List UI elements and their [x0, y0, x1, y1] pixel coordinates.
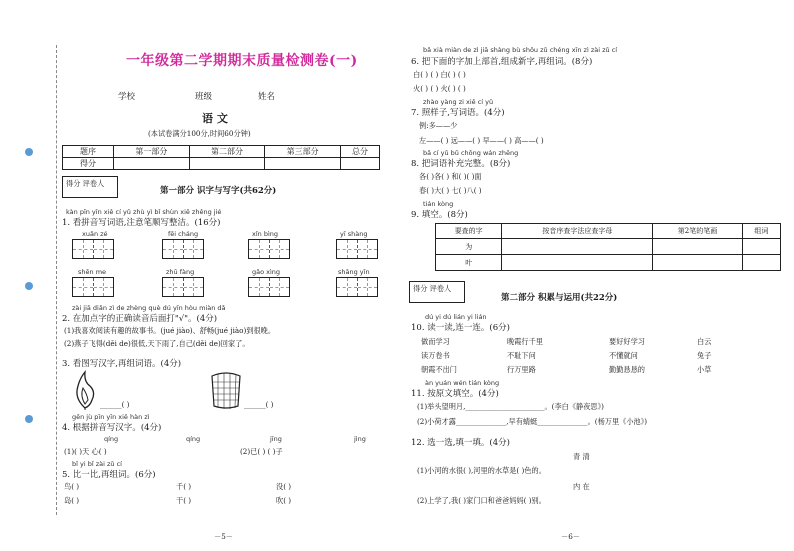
q8-pinyin: bǎ cí yǔ bǔ chōng wán zhěng: [423, 149, 519, 157]
q3-blank[interactable]: ______( ): [100, 400, 130, 409]
q10-item[interactable]: 兔子: [697, 351, 712, 360]
q5-item[interactable]: 千( ): [176, 482, 192, 491]
q9-header: 第2笔的笔画: [653, 224, 742, 239]
q5-item[interactable]: 岛( ): [64, 496, 80, 505]
q9-cell[interactable]: [653, 239, 742, 255]
q2-pinyin: zài jiā diǎn zì de zhèng què dú yīn hòu miàn dǎ: [72, 304, 226, 312]
q5-item[interactable]: 干( ): [176, 496, 192, 505]
score-cell: 得分: [63, 158, 114, 170]
writing-grid[interactable]: [248, 239, 290, 259]
q4-pinyin: gēn jù pīn yīn xiě hàn zì: [72, 413, 150, 421]
score-header: 第一部分: [114, 146, 190, 158]
q8-row[interactable]: 各( )各( ) 和( )( )面: [419, 172, 482, 181]
q12-text: 12. 选一选,填一填。(4分): [411, 438, 510, 448]
exam-note: (本试卷满分100分,时间60分钟): [148, 129, 251, 138]
q9-cell[interactable]: [502, 239, 653, 255]
q6-text: 6. 把下面的字加上部首,组成新字,再组词。(8分): [411, 57, 593, 67]
q1-text: 1. 看拼音写词语,注意笔顺写整洁。(16分): [62, 218, 221, 228]
q1-word-pinyin: zhū fàng: [166, 268, 195, 276]
q4-char-pinyin: qíng: [104, 435, 119, 443]
school-label: 学校: [118, 92, 136, 102]
score-cell[interactable]: [341, 158, 380, 170]
q10-pinyin: dú yi dú lián yi lián: [425, 313, 487, 321]
writing-grid[interactable]: [72, 277, 114, 297]
q10-item[interactable]: 朝霞不出门: [421, 365, 457, 374]
grader-box: [409, 281, 465, 303]
q5-item[interactable]: 没( ): [276, 482, 292, 491]
score-cell[interactable]: [189, 158, 265, 170]
q12-line-1[interactable]: (1)小河的水很( ),河里的水草是( )色的。: [417, 466, 546, 475]
q10-item[interactable]: 小草: [697, 365, 712, 374]
q11-line-1[interactable]: (1)举头望明月,______________________。(李白《静夜思》): [417, 402, 604, 411]
q12-line-2[interactable]: (2)上学了,我( )家门口和爸爸妈妈( )别。: [417, 496, 546, 505]
q9-text: 9. 填空。(8分): [411, 210, 468, 220]
q12-choices: 青 清: [573, 452, 590, 461]
q9-header: 按音序查字法应查字母: [502, 224, 653, 239]
grader-box: [62, 176, 118, 198]
writing-grid[interactable]: [72, 239, 114, 259]
q6-row[interactable]: 火( ) ( ) 火( ) ( ): [413, 84, 466, 93]
q5-item[interactable]: 鸟( ): [64, 482, 80, 491]
q9-header: 组词: [742, 224, 780, 239]
q10-text: 10. 读一读,连一连。(6分): [411, 323, 510, 333]
q3-text: 3. 看图写汉字,再组词语。(4分): [62, 359, 182, 369]
writing-grid[interactable]: [162, 239, 204, 259]
flame-picture: [70, 370, 100, 410]
q1-word-pinyin: fēi cháng: [168, 230, 199, 238]
page-number: －6－: [561, 532, 580, 541]
q1-word-pinyin: shēn me: [78, 268, 107, 276]
net-picture: [208, 370, 244, 410]
q11-line-2[interactable]: (2)小荷才露______________,早有蜻蜓______________。(杨万里《小池》): [417, 417, 648, 426]
q9-cell[interactable]: [742, 239, 780, 255]
q1-word-pinyin: gǎo xìng: [252, 268, 281, 276]
score-table: [62, 145, 380, 170]
score-header: 第三部分: [265, 146, 341, 158]
q4-char-pinyin: qíng: [186, 435, 201, 443]
q4-line-1[interactable]: (1)( )天 心( ): [64, 447, 107, 456]
q1-word-pinyin: yī shàng: [340, 230, 368, 238]
q4-char-pinyin: jìng: [354, 435, 366, 443]
q2-sentence-2: (2)燕子飞得(děi de)很低,天下雨了,自己(děi de)回家了。: [64, 339, 250, 348]
score-cell[interactable]: [265, 158, 341, 170]
name-label: 姓名: [258, 92, 276, 102]
q9-header: 要查的字: [436, 224, 502, 239]
q12-choices: 内 在: [573, 482, 590, 491]
q11-text: 11. 按原文填空。(4分): [411, 389, 499, 399]
q4-text: 4. 根据拼音写汉字。(4分): [62, 423, 162, 433]
q10-item[interactable]: 白云: [697, 337, 712, 346]
q7-example: 例:多——少: [419, 121, 458, 130]
q5-pinyin: bǐ yi bǐ zài zǔ cí: [72, 460, 122, 468]
grader-label: 得分 评卷人: [413, 284, 452, 293]
q10-item[interactable]: 读万卷书: [421, 351, 450, 360]
q9-cell[interactable]: [742, 255, 780, 271]
q10-item[interactable]: 要好好学习: [609, 337, 645, 346]
class-label: 班级: [195, 92, 213, 102]
q1-pinyin: kàn pīn yīn xiě cí yǔ zhù yì bǐ shùn xiě zhěng jié: [66, 208, 222, 216]
q2-text: 2. 在加点字的正确读音后面打"√"。(4分): [62, 314, 218, 324]
binding-hole: [25, 148, 33, 156]
binding-hole: [25, 415, 33, 423]
q5-text: 5. 比一比,再组词。(6分): [62, 470, 156, 480]
score-header: 题序: [63, 146, 114, 158]
q4-char-pinyin: jīng: [270, 435, 282, 443]
writing-grid[interactable]: [336, 277, 378, 297]
part2-title: 第二部分 积累与运用(共22分): [501, 293, 618, 303]
q7-row[interactable]: 左——( ) 远——( ) 早——( ) 高——( ): [419, 136, 544, 145]
score-header: 总分: [341, 146, 380, 158]
q6-row[interactable]: 白( ) ( ) 白( ) ( ): [413, 70, 466, 79]
binding-hole: [25, 282, 33, 290]
writing-grid[interactable]: [248, 277, 290, 297]
part1-title: 第一部分 识字与写字(共62分): [160, 186, 277, 196]
q3-blank[interactable]: ______( ): [244, 400, 274, 409]
q1-word-pinyin: xǐn bìng: [252, 230, 279, 238]
q10-item[interactable]: 不耻下问: [507, 351, 536, 360]
q8-row[interactable]: 春( )大( ) 七( )八( ): [419, 186, 482, 195]
right-page: [397, 0, 794, 551]
q10-item[interactable]: 做而学习: [421, 337, 450, 346]
subject-title: 语 文: [202, 112, 228, 125]
score-cell[interactable]: [114, 158, 190, 170]
q10-item[interactable]: 不懂就问: [609, 351, 638, 360]
q1-word-pinyin: xuǎn zé: [82, 230, 108, 238]
q11-pinyin: àn yuán wén tián kòng: [425, 379, 500, 387]
score-header: 第二部分: [189, 146, 265, 158]
q5-item[interactable]: 吹( ): [276, 496, 292, 505]
q1-word-pinyin: shāng yīn: [338, 268, 370, 276]
q10-item[interactable]: 晚霞行千里: [507, 337, 543, 346]
q7-text: 7. 照样子,写词语。(4分): [411, 108, 505, 118]
q9-table: [435, 223, 781, 271]
grader-label: 得分 评卷人: [66, 179, 105, 188]
q9-char: 叶: [436, 255, 502, 271]
q9-pinyin: tián kòng: [423, 200, 454, 208]
q9-cell[interactable]: [502, 255, 653, 271]
q9-cell[interactable]: [653, 255, 742, 271]
q10-item[interactable]: 行万里路: [507, 365, 536, 374]
exam-title: 一年级第二学期期末质量检测卷(一): [126, 53, 358, 69]
page-number: －5－: [214, 532, 233, 541]
q6-pinyin: bǎ xià miàn de zì jiā shàng bù shǒu zǔ chéng xīn zì zài zǔ cí: [423, 46, 618, 54]
binding-line: [56, 45, 57, 515]
q4-line-2[interactable]: (2)已( ) ( )子: [240, 447, 283, 456]
q9-char: 为: [436, 239, 502, 255]
writing-grid[interactable]: [336, 239, 378, 259]
q8-text: 8. 把词语补充完整。(8分): [411, 159, 511, 169]
q10-item[interactable]: 勤勤恳恳的: [609, 365, 645, 374]
writing-grid[interactable]: [162, 277, 204, 297]
q2-sentence-1: (1)我喜欢阅读有趣的故事书。(jué jiào)、舒畅(jué jiào)到很晚。: [64, 326, 276, 335]
q7-pinyin: zhào yàng zi xiě cí yǔ: [423, 98, 494, 106]
